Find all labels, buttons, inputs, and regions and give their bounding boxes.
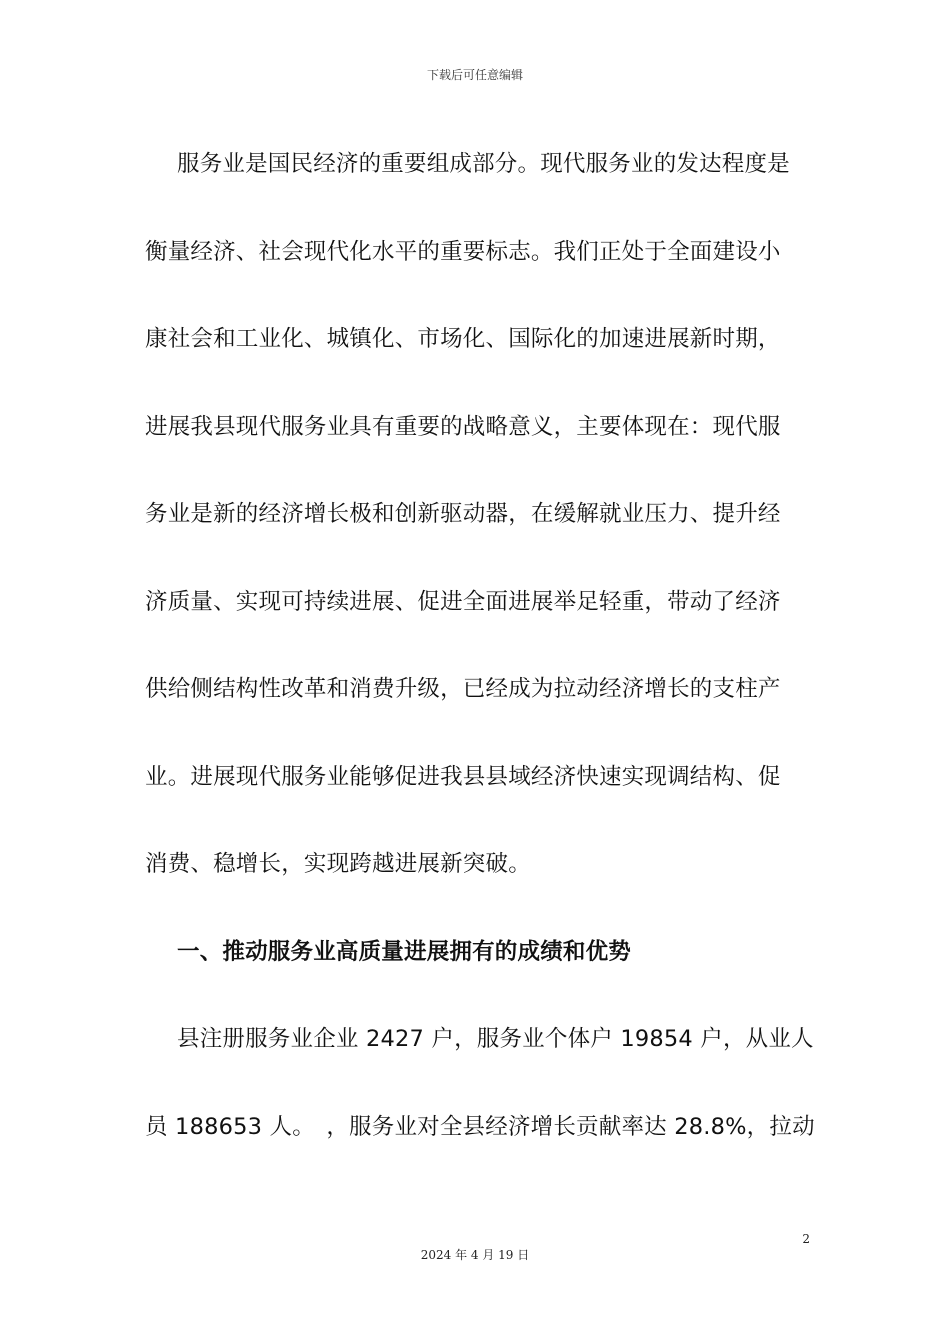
paragraph-line: 员 188653 人。 ，服务业对全县经济增长贡献率达 28.8%，拉动	[145, 1113, 815, 1140]
paragraph-line: 康社会和工业化、城镇化、市场化、国际化的加速进展新时期，	[145, 326, 781, 352]
paragraph-line: 供给侧结构性改革和消费升级，已经成为拉动经济增长的支柱产	[145, 676, 781, 702]
header-note: 下载后可任意编辑	[426, 68, 523, 82]
document-body	[145, 142, 815, 1192]
footer-date: 2024 年 4 月 19 日	[420, 1248, 530, 1262]
paragraph-line: 济质量、实现可持续进展、促进全面进展举足轻重，带动了经济	[145, 588, 781, 615]
section-heading: 一、推动服务业高质量进展拥有的成绩和优势	[177, 938, 632, 965]
paragraph-line: 服务业是国民经济的重要组成部分。现代服务业的发达程度是	[177, 151, 790, 177]
paragraph-line: 业。进展现代服务业能够促进我县县域经济快速实现调结构、促	[145, 763, 781, 790]
paragraph-line: 县注册服务业企业 2427 户，服务业个体户 19854 户，从业人	[177, 1026, 814, 1052]
paragraph-line: 消费、稳增长，实现跨越进展新突破。	[145, 851, 531, 877]
paragraph-line: 务业是新的经济增长极和创新驱动器，在缓解就业压力、提升经	[145, 501, 781, 527]
paragraph-line: 衡量经济、社会现代化水平的重要标志。我们正处于全面建设小	[145, 238, 781, 265]
page-number: 2	[802, 1232, 810, 1246]
paragraph-line: 进展我县现代服务业具有重要的战略意义，主要体现在：现代服	[145, 413, 781, 440]
